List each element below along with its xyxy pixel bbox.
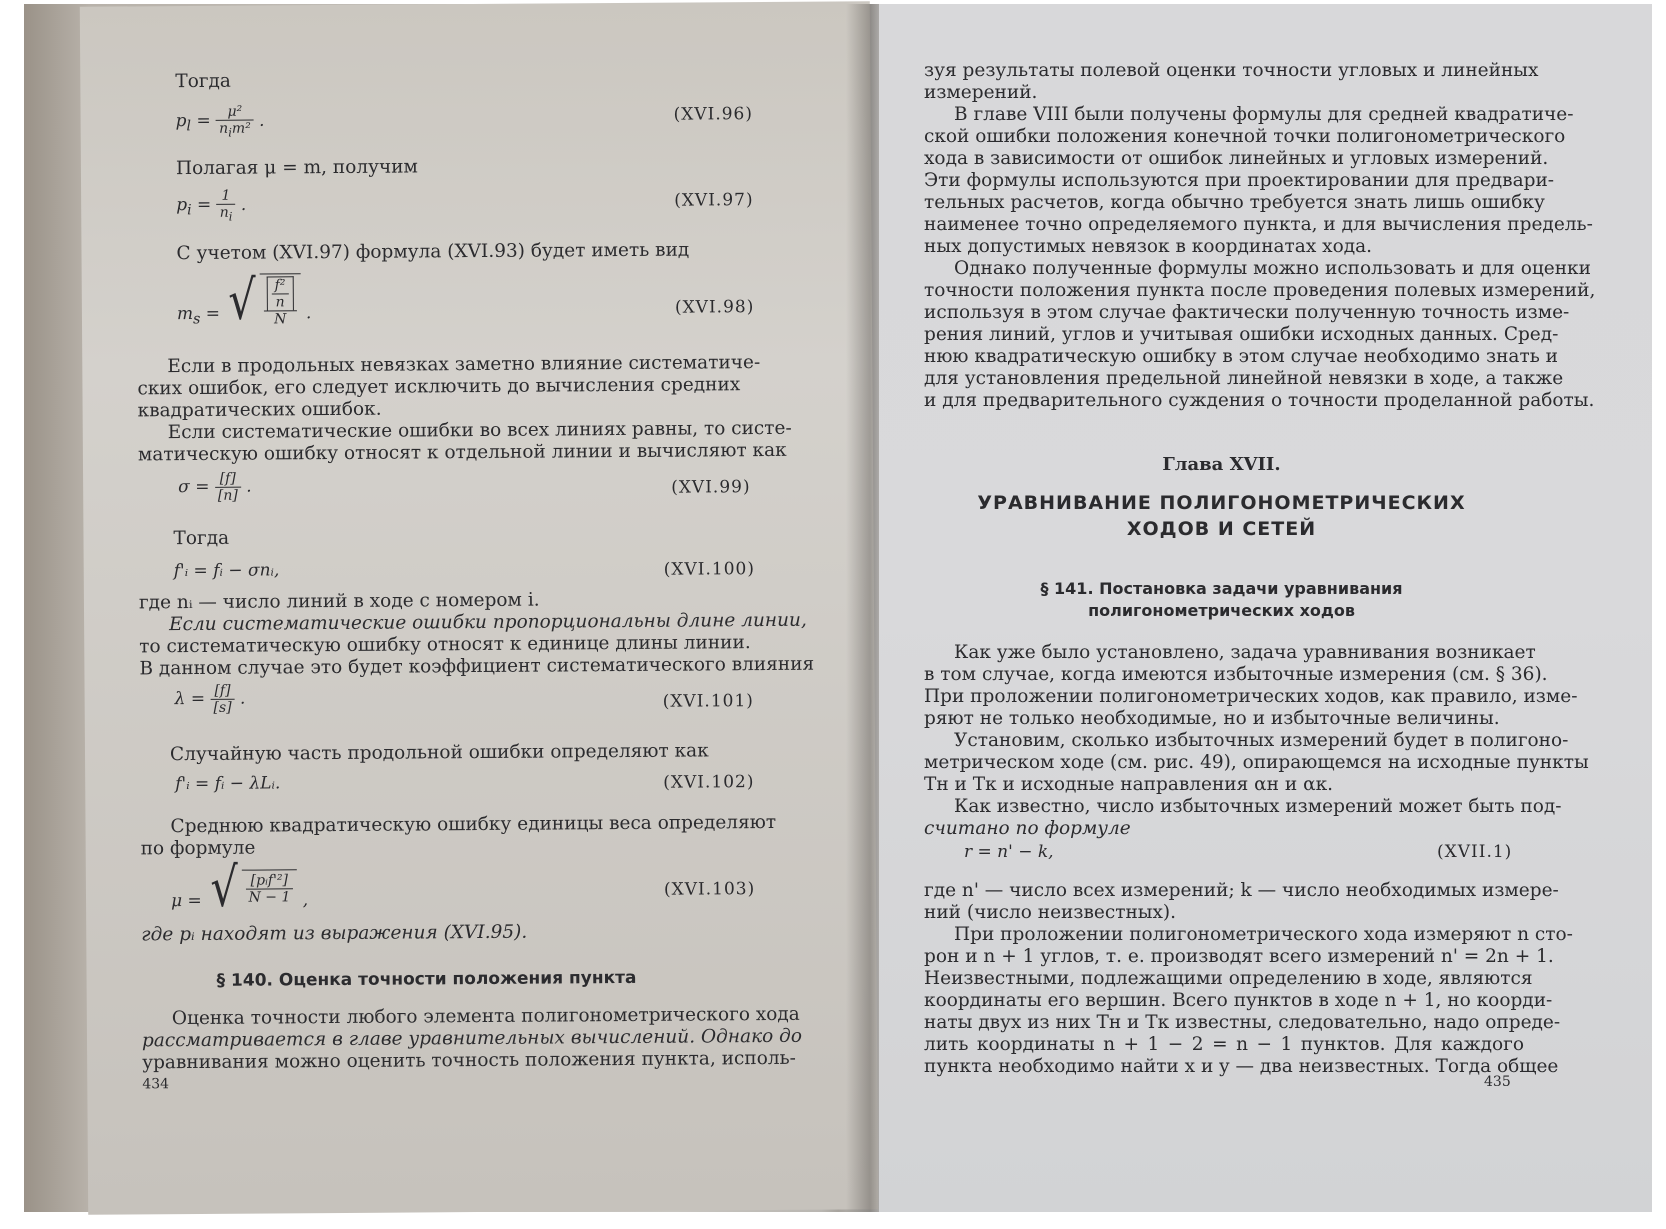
formula-xvii-1: r = n' − k, — [964, 842, 1054, 862]
page-number-right: 435 — [1484, 1074, 1511, 1090]
left-page — [80, 1, 878, 1214]
fraction-denominator: $n_i$ — [219, 204, 233, 224]
line: используя в этом случае фактически полученную точность изме- — [924, 302, 1570, 323]
formula-xvi-102: f'ᵢ = fᵢ − λLᵢ. — [175, 773, 281, 795]
line: где nᵢ — число линий в ходе с номером i. — [138, 589, 540, 614]
line: При проложении полигонометрических ходов, как правило, изме- — [924, 686, 1578, 707]
equation-number-xvi-96: (XVI.96) — [673, 104, 754, 125]
line: метрическом ходе (см. рис. 49), опирающемся на исходные пункты — [924, 752, 1589, 773]
bracketed-term — [267, 276, 294, 310]
line: Оценка точности любого элемента полигонометрического хода — [171, 1003, 800, 1030]
inner-denominator: n — [275, 294, 285, 311]
line: наименее точно определяемого пункта, и для вычисления предель- — [924, 214, 1593, 235]
equation-number-xvi-102: (XVI.102) — [663, 772, 755, 793]
line: Если систематические ошибки во всех линиях равны, то систе- — [167, 417, 792, 444]
formula-xvi-97: $p_i$ = $\frac{1}{n_i}$ . — [176, 187, 247, 224]
line: Если в продольных невязках заметно влияние систематиче- — [167, 352, 761, 378]
line: Однако полученные формулы можно использовать и для оценки — [954, 258, 1591, 279]
line: Если систематические ошибки пропорциональны длине линии, — [169, 609, 807, 636]
line: измерений. — [924, 82, 1038, 103]
fraction-denominator: $n_im^2$ — [219, 120, 251, 140]
chapter-label: Глава XVII. — [1162, 454, 1281, 475]
section-140-heading: § 140. Оценка точности положения пункта — [216, 967, 637, 991]
equation-number-xvi-99: (XVI.99) — [671, 477, 751, 498]
line: для установления предельной линейной невязки в ходе, а также — [924, 368, 1564, 389]
line: матическую ошибку относят к отдельной линии и вычисляют как — [137, 439, 787, 466]
formula-xvi-101: λ = $\frac{[f]}{[s]}$ . — [174, 682, 246, 716]
fraction-numerator: μ² — [216, 104, 254, 121]
fraction-numerator — [264, 276, 297, 311]
line: нюю квадратическую ошибку в этом случае необходимо знать и — [924, 346, 1558, 367]
radicand — [241, 869, 297, 905]
equation-number-xvi-100: (XVI.100) — [663, 559, 756, 580]
den-n: n — [219, 204, 229, 221]
fraction-denominator: N − 1 — [248, 889, 291, 906]
fraction — [245, 872, 293, 905]
line: по формуле — [140, 837, 256, 860]
text-gde-2: где pᵢ находят из выражения (XVI.95). — [141, 921, 528, 946]
inner-numerator: f² — [272, 277, 289, 294]
formula-lhs: $m_s$ = — [176, 303, 226, 328]
den-m: m² — [231, 120, 251, 137]
line: в том случае, когда имеются избыточные измерения (см. § 36). — [924, 664, 1548, 685]
right-page — [879, 4, 1652, 1212]
fraction — [215, 471, 241, 504]
chapter-title-line-1: УРАВНИВАНИЕ ПОЛИГОНОМЕТРИЧЕСКИХ — [977, 492, 1466, 514]
text-sluchaynuyu: Случайную часть продольной ошибки определяют как — [169, 740, 709, 766]
line: Среднюю квадратическую ошибку единицы веса определяют — [170, 811, 777, 838]
square-root — [207, 855, 298, 919]
paragraph-measurements — [924, 880, 1573, 1078]
text-togda-2: Тогда — [173, 527, 230, 550]
fraction-numerator: 1 — [217, 188, 236, 205]
equation-number-xvi-98: (XVI.98) — [674, 297, 755, 318]
line: ской ошибки положения конечной точки полигонометрического — [924, 126, 1566, 147]
formula-lhs: σ = — [178, 476, 210, 498]
line: тельных расчетов, когда обычно требуется знать лишь ошибку — [924, 192, 1545, 213]
formula-lhs: $p_i$ = — [176, 195, 217, 219]
line: рассматривается в главе уравнительных вычислений. Однако до — [141, 1025, 803, 1052]
fraction-denominator: [s] — [213, 699, 232, 716]
formula-lhs: μ = — [170, 890, 202, 912]
line: квадратических ошибок. — [137, 398, 382, 422]
page-number-left: 434 — [142, 1076, 170, 1093]
line: При проложении полигонометрического хода измеряют n сто- — [954, 924, 1573, 945]
line: зуя результаты полевой оценки точности угловых и линейных — [924, 60, 1539, 81]
equation-number-xvi-101: (XVI.101) — [662, 691, 754, 712]
line: Установим, сколько избыточных измерений будет в полигоно- — [954, 730, 1569, 751]
line: точности положения пункта после проведения полевых измерений, — [924, 280, 1596, 301]
line: и для предварительного суждения о точности проделанной работы. — [924, 390, 1595, 411]
line: Как уже было установлено, задача уравнивания возникает — [954, 642, 1536, 663]
equation-number-xvi-97: (XVI.97) — [674, 190, 754, 211]
formula-xvi-96: $p_l$ = $\frac{\text{μ²}}{n_im^2}$ . — [175, 103, 265, 140]
line: то систематическую ошибку относят к единице длины линии. — [139, 632, 751, 658]
radical-sign: √ — [210, 855, 239, 919]
formula-lhs: $p_l$ = — [175, 111, 217, 135]
line: В данном случае это будет коэффициент систематического влияния — [139, 653, 815, 680]
paragraph-section-140 — [141, 1003, 803, 1074]
fraction — [216, 104, 254, 140]
paragraph-unit-weight — [140, 811, 777, 860]
line: наты двух из них Tн и Tк известны, следовательно, надо опреде- — [924, 1012, 1561, 1033]
radical-sign: √ — [228, 268, 257, 332]
line: уравнивания можно оценить точность положения пункта, исполь- — [142, 1047, 796, 1074]
equation-number-xvii-1: (XVII.1) — [1437, 842, 1513, 862]
line: считано по формуле — [924, 818, 1131, 839]
line: ных допустимых невязок в координатах хода. — [924, 236, 1373, 257]
fraction — [264, 276, 297, 327]
paragraph-systematic-errors — [137, 352, 792, 466]
fraction-numerator: [pᵢf'²] — [245, 872, 293, 889]
fraction-numerator: [f] — [210, 683, 234, 700]
line: Неизвестными, подлежащими определению в ходе, являются — [924, 968, 1533, 989]
line: координаты его вершин. Всего пунктов в ходе n + 1, но коорди- — [924, 990, 1553, 1011]
line: пункта необходимо найти x и y — два неизвестных. Тогда общее — [924, 1056, 1559, 1077]
fraction-denominator: N — [274, 311, 287, 328]
fraction — [210, 683, 234, 716]
line: лить координаты n + 1 − 2 = n − 1 пунктов. Для каждого — [924, 1034, 1524, 1055]
line: рон и n + 1 углов, т. е. производят всего измерений n' = 2n + 1. — [924, 946, 1554, 967]
formula-xvi-99: σ = $\frac{[f]}{[n]}$ . — [178, 470, 252, 504]
fraction — [217, 188, 236, 224]
line: Эти формулы используются при проектировании для предвари- — [924, 170, 1555, 191]
radicand — [260, 273, 301, 327]
open-book — [24, 4, 1652, 1212]
text-polagaya: Полагая μ = m, получим — [175, 156, 418, 180]
paragraph-continuation — [924, 60, 1596, 412]
fraction-numerator: [f] — [215, 471, 241, 488]
line: В главе VIII были получены формулы для средней квадратиче- — [954, 104, 1574, 125]
line: ских ошибок, его следует исключить до вычисления средних — [137, 374, 741, 400]
chapter-title-line-2: ХОДОВ И СЕТЕЙ — [1126, 518, 1317, 540]
line: ний (число неизвестных). — [924, 902, 1177, 923]
line: Как известно, число избыточных измерений может быть под- — [954, 796, 1562, 817]
section-141-heading-line-2: полигонометрических ходов — [1088, 601, 1355, 620]
line: рения линий, углов и учитывая ошибки исходных данных. Сред- — [924, 324, 1559, 345]
paragraph-proportional-errors — [138, 588, 815, 680]
line: где n' — число всех измерений; k — число необходимых измере- — [924, 880, 1559, 901]
text-togda-1: Тогда — [175, 70, 231, 93]
line: ряют не только необходимые, но и избыточные величины. — [924, 708, 1500, 729]
equation-number-xvi-103: (XVI.103) — [663, 879, 756, 900]
den-n: n — [219, 120, 229, 137]
fraction-denominator: [n] — [217, 487, 238, 504]
line: хода в зависимости от ошибок линейных и угловых измерений. — [924, 148, 1549, 169]
formula-xvi-98: $m_s$ = √ $\frac{\frac{\text{f²}}{n}}{N}$ . — [176, 268, 312, 332]
paragraph-section-141 — [924, 642, 1589, 840]
formula-xvi-100: f'ᵢ = fᵢ − σnᵢ, — [173, 560, 280, 582]
inner-fraction — [272, 277, 289, 310]
line: Tн и Tк и исходные направления αн и αк. — [924, 774, 1334, 795]
section-141-heading-line-1: § 141. Постановка задачи уравнивания — [1040, 579, 1403, 598]
text-s-uchetom: С учетом (XVI.97) формула (XVI.93) будет иметь вид — [176, 239, 690, 265]
formula-xvi-103: μ = √ $\frac{\text{[pᵢf'²]}}{N - 1}$ , — [170, 855, 309, 919]
formula-lhs: λ = — [174, 688, 206, 710]
